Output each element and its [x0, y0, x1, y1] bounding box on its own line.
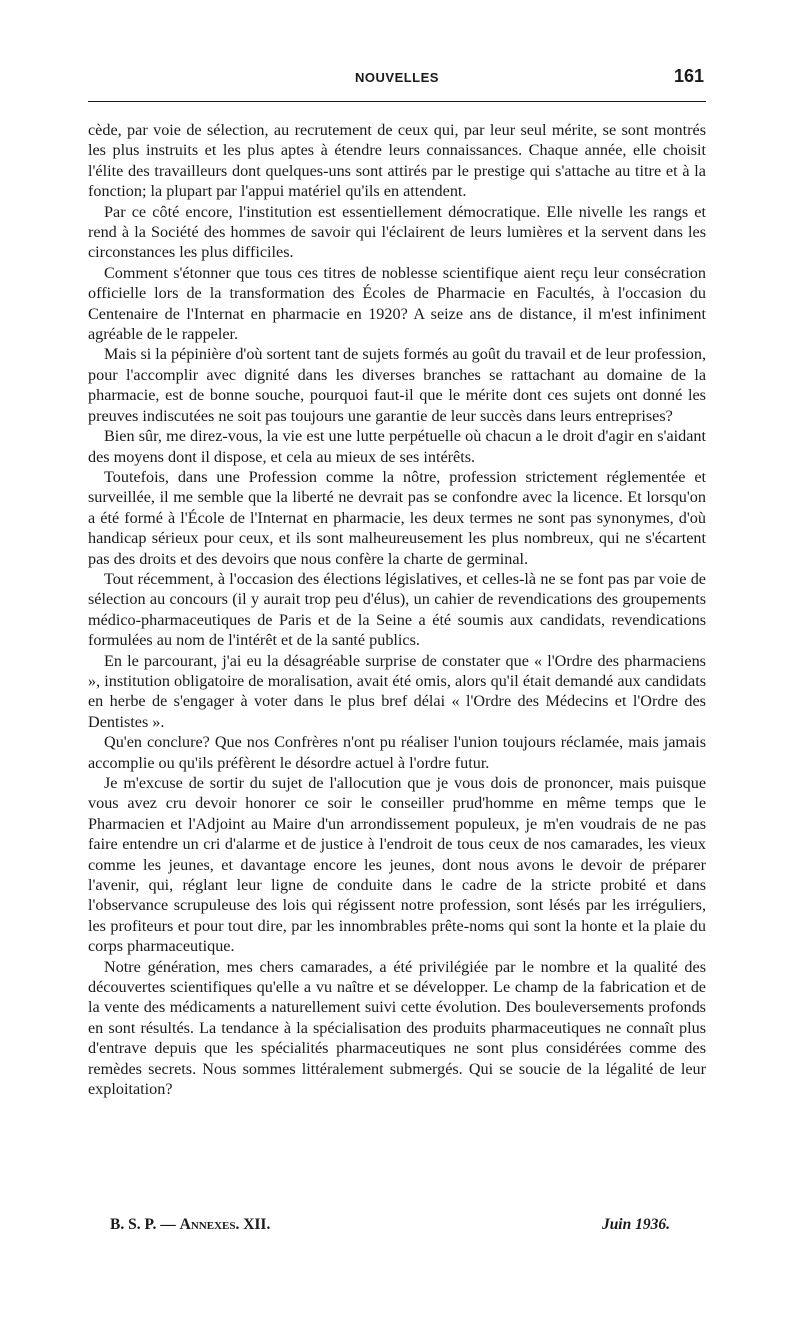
footer-citation — [110, 1216, 270, 1234]
footer-date: Juin 1936. — [601, 1216, 670, 1233]
header-rule — [88, 101, 706, 102]
paragraph: cède, par voie de sélection, au recrutement de ceux qui, par leur seul mérite, se sont montrés les plus instruits et les plus aptes à étendre leurs connaissances. Chaque année, elle choisit l'élite des travailleurs dont quelques-uns sont attirés par le prestige qui s'attache au titre et à la fonction; la plupart par l'appui matériel qu'ils en attendent. — [88, 121, 706, 201]
paragraph: Par ce côté encore, l'institution est essentiellement démocratique. Elle nivelle les rangs et rend à la Société des hommes de savoir qui l'éclairent de leurs lumières et la servent dans les circonstances les plus difficiles. — [88, 202, 706, 262]
paragraph: En le parcourant, j'ai eu la désagréable surprise de constater que « l'Ordre des pharmaciens », institution obligatoire de moralisation, avait été omis, alors qu'il était demandé aux candidats en herbe de s'engager à voter dans le plus bref délai « l'Ordre des Médecins et l'Ordre des Dentistes ». — [88, 651, 706, 731]
running-title: NOUVELLES — [355, 70, 439, 85]
page-number: 161 — [673, 66, 704, 86]
footer-journal: B. S. P. — — [110, 1216, 176, 1233]
paragraph: Notre génération, mes chers camarades, a été privilégiée par le nombre et la qualité des découvertes scientifiques qu'elle a vu naître et se développer. Le champ de la fabrication et de la vente des médicaments a naturellement suivi cette évolution. Des bouleversements profonds en sont résultés. La tendance à la spécialisation des produits pharmaceutiques ne connaît plus d'entrave depuis que les spécialités pharmaceutiques ne sont plus considérées comme des remèdes secrets. Nous sommes littéralement submergés. Qui se soucie de la légalité de leur exploitation? — [88, 957, 706, 1099]
body-text — [88, 120, 706, 1100]
running-header — [88, 66, 706, 92]
paragraph: Tout récemment, à l'occasion des élections législatives, et celles-là ne se font pas par voie de sélection au concours (il y aurait trop peu d'élus), un cahier de revendications des groupements médico-pharmaceutiques de Paris et de la Seine a été soumis aux candidats, revendications formulées au nom de l'intérêt et de la santé publics. — [88, 569, 706, 650]
paragraph: Mais si la pépinière d'où sortent tant de sujets formés au goût du travail et de leur profession, pour l'accomplir avec dignité dans les diverses branches se rattachant au domaine de la pharmacie, est de bonne souche, pourquoi faut-il que le mérite dont ces sujets ont donné les preuves indiscutées ne soit pas toujours une garantie de leur succès dans leurs entreprises? — [88, 345, 706, 425]
page-footer — [110, 1216, 670, 1240]
paragraph: Qu'en conclure? Que nos Confrères n'ont pu réaliser l'union toujours réclamée, mais jamais accomplie ou qu'ils préfèrent le désordre actuel à l'ordre futur. — [88, 733, 706, 772]
paragraph: Comment s'étonner que tous ces titres de noblesse scientifique aient reçu leur consécration officielle lors de la transformation des Écoles de Pharmacie en Facultés, à l'occasion du Centenaire de l'Internat en pharmacie en 1920? A seize ans de distance, il m'est infiniment agréable de le rappeler. — [88, 263, 706, 344]
paragraph: Bien sûr, me direz-vous, la vie est une lutte perpétuelle où chacun a le droit d'agir en s'aidant des moyens dont il dispose, et cela au mieux de ses intérêts. — [88, 427, 706, 466]
paragraph: Je m'excuse de sortir du sujet de l'allocution que je vous dois de prononcer, mais puisque vous avez cru devoir honorer ce soir le conseiller prud'homme en même temps que le Pharmacien et l'Adjoint au Maire d'un arrondissement populeux, je m'en voudrais de ne pas faire entendre un cri d'alarme et de justice à l'endroit de tous ceux de nos camarades, les vieux comme les jeunes, et davantage encore les jeunes, dont nous avons le devoir de préparer l'avenir, qui, réglant leur ligne de conduite dans le cadre de la stricte probité et dans l'observance scrupuleuse des lois qui régissent notre profession, sont lésés par les irréguliers, les profiteurs et pour tout dire, par les innombrables prête-noms qui sont la honte et la plaie du corps pharmaceutique. — [88, 774, 706, 956]
paragraph: Toutefois, dans une Profession comme la nôtre, profession strictement réglementée et surveillée, il me semble que la liberté ne devrait pas se confondre avec la licence. Et lorsqu'on a été formé à l'École de l'Internat en pharmacie, les deux termes ne sont pas synonymes, d'où handicap sérieux pour ceux, et ils sont malheureusement les plus nombreux, qui ne s'écartent pas des droits et des devoirs que nous confère la charte de germinal. — [88, 467, 706, 568]
footer-section: Annexes. XII. — [179, 1216, 271, 1233]
